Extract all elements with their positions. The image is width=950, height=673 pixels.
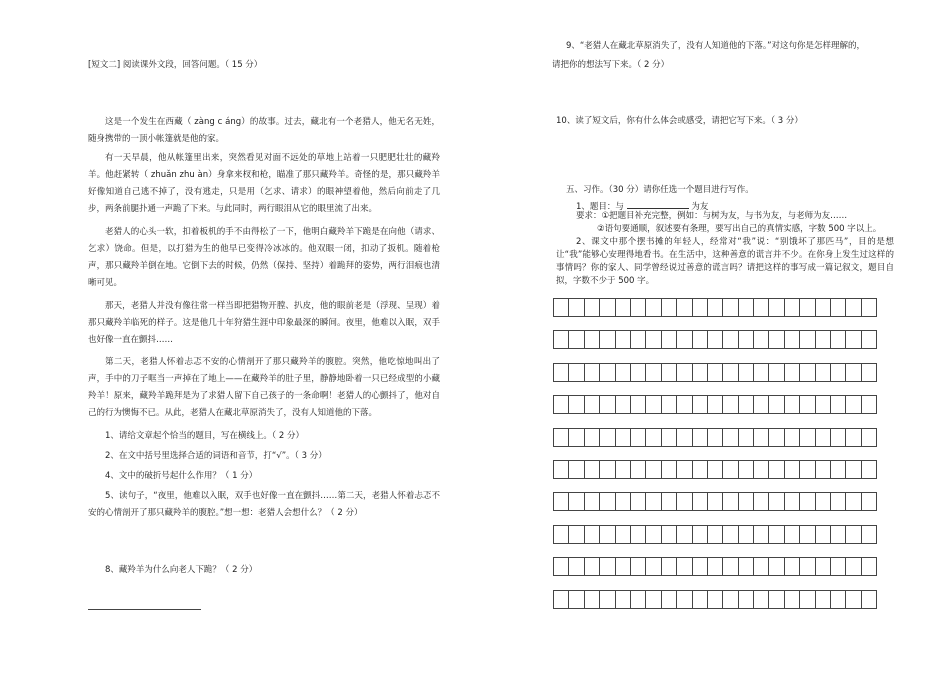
grid-cell[interactable]	[738, 492, 754, 511]
grid-cell[interactable]	[784, 428, 800, 447]
grid-cell[interactable]	[676, 492, 692, 511]
grid-cell[interactable]	[568, 590, 584, 609]
grid-cell[interactable]	[676, 363, 692, 382]
grid-cell[interactable]	[753, 557, 769, 576]
grid-cell[interactable]	[830, 460, 846, 479]
grid-cell[interactable]	[676, 557, 692, 576]
grid-cell[interactable]	[722, 525, 738, 544]
grid-cell[interactable]	[568, 298, 584, 317]
grid-cell[interactable]	[799, 590, 815, 609]
question-8: 8、藏羚羊为什么向老人下跪？（ 2 分）	[105, 565, 258, 575]
grid-cell[interactable]	[584, 298, 600, 317]
grid-cell[interactable]	[568, 428, 584, 447]
grid-cell[interactable]	[722, 492, 738, 511]
grid-cell[interactable]	[815, 590, 831, 609]
grid-cell[interactable]	[615, 460, 631, 479]
grid-cell[interactable]	[753, 525, 769, 544]
grid-cell[interactable]	[584, 363, 600, 382]
topic-1	[576, 199, 708, 212]
grid-cell[interactable]	[784, 298, 800, 317]
grid-cell[interactable]	[676, 590, 692, 609]
grid-cell[interactable]	[738, 590, 754, 609]
grid-cell[interactable]	[815, 557, 831, 576]
grid-cell[interactable]	[768, 460, 784, 479]
grid-cell[interactable]	[599, 330, 615, 349]
grid-cell[interactable]	[784, 590, 800, 609]
grid-cell[interactable]	[568, 460, 584, 479]
grid-cell[interactable]	[845, 428, 861, 447]
grid-cell[interactable]	[845, 460, 861, 479]
grid-cell[interactable]	[861, 330, 877, 349]
grid-cell[interactable]	[738, 557, 754, 576]
grid-cell[interactable]	[738, 525, 754, 544]
grid-cell[interactable]	[645, 492, 661, 511]
grid-cell[interactable]	[784, 492, 800, 511]
grid-cell[interactable]	[861, 590, 877, 609]
grid-cell[interactable]	[615, 590, 631, 609]
grid-cell[interactable]	[845, 363, 861, 382]
grid-cell[interactable]	[615, 557, 631, 576]
grid-cell[interactable]	[768, 298, 784, 317]
grid-cell[interactable]	[830, 330, 846, 349]
grid-row	[553, 460, 897, 479]
grid-cell[interactable]	[692, 590, 708, 609]
section-heading: [短文二] 阅读课外文段，回答问题。（ 15 分）	[88, 60, 263, 70]
grid-cell[interactable]	[815, 428, 831, 447]
grid-cell[interactable]	[661, 525, 677, 544]
grid-cell[interactable]	[768, 590, 784, 609]
grid-cell[interactable]	[768, 363, 784, 382]
grid-cell[interactable]	[553, 395, 569, 414]
grid-cell[interactable]	[784, 525, 800, 544]
grid-cell[interactable]	[722, 298, 738, 317]
grid-cell[interactable]	[661, 590, 677, 609]
grid-cell[interactable]	[707, 330, 723, 349]
grid-cell[interactable]	[845, 395, 861, 414]
grid-cell[interactable]	[707, 428, 723, 447]
grid-cell[interactable]	[830, 525, 846, 544]
grid-cell[interactable]	[768, 428, 784, 447]
grid-cell[interactable]	[599, 492, 615, 511]
grid-cell[interactable]	[861, 428, 877, 447]
grid-row	[553, 557, 897, 576]
grid-cell[interactable]	[661, 330, 677, 349]
grid-row	[553, 525, 897, 544]
grid-cell[interactable]	[553, 298, 569, 317]
grid-cell[interactable]	[738, 395, 754, 414]
grid-cell[interactable]	[599, 395, 615, 414]
grid-cell[interactable]	[568, 363, 584, 382]
grid-cell[interactable]	[630, 492, 646, 511]
grid-cell[interactable]	[553, 492, 569, 511]
topic-1-blank[interactable]	[627, 199, 689, 209]
grid-cell[interactable]	[692, 460, 708, 479]
grid-cell[interactable]	[799, 298, 815, 317]
grid-cell[interactable]	[630, 363, 646, 382]
grid-cell[interactable]	[861, 492, 877, 511]
grid-row	[553, 363, 897, 382]
grid-cell[interactable]	[861, 363, 877, 382]
passage-paragraph-5: 第二天，老猎人怀着忐忑不安的心情剖开了那只藏羚羊的腹腔。突然，他吃惊地叫出了声，手中的刀子哐当一声掉在了地上——在藏羚羊的肚子里，静静地卧着一只已经成型的小藏羚羊！原来，藏羚羊跪拜是为了求猎人留下自己孩子的一条命啊！老猎人的心颤抖了，他对自己的行为懊悔不已。从此，老猎人在藏北草原消失了，没有人知道他的下落。	[88, 357, 440, 418]
grid-cell[interactable]	[707, 460, 723, 479]
grid-cell[interactable]	[692, 330, 708, 349]
requirements-2: ②语句要通顺，叙述要有条理，要写出自己的真情实感，字数 500 字以上。	[597, 224, 882, 234]
grid-cell[interactable]	[722, 460, 738, 479]
grid-row	[553, 492, 897, 511]
grid-cell[interactable]	[722, 428, 738, 447]
grid-cell[interactable]	[830, 590, 846, 609]
grid-cell[interactable]	[753, 460, 769, 479]
grid-cell[interactable]	[661, 460, 677, 479]
requirements-1: 要求：①把题目补充完整，例如：与树为友，与书为友，与老师为友……	[576, 211, 848, 221]
grid-cell[interactable]	[845, 590, 861, 609]
grid-cell[interactable]	[630, 590, 646, 609]
grid-cell[interactable]	[553, 460, 569, 479]
grid-cell[interactable]	[553, 363, 569, 382]
grid-cell[interactable]	[599, 428, 615, 447]
grid-cell[interactable]	[861, 525, 877, 544]
grid-cell[interactable]	[630, 428, 646, 447]
grid-cell[interactable]	[661, 557, 677, 576]
grid-cell[interactable]	[753, 298, 769, 317]
grid-cell[interactable]	[645, 363, 661, 382]
grid-cell[interactable]	[584, 428, 600, 447]
grid-row	[553, 395, 897, 414]
grid-row	[553, 590, 897, 609]
grid-cell[interactable]	[738, 428, 754, 447]
grid-cell[interactable]	[584, 557, 600, 576]
grid-cell[interactable]	[738, 330, 754, 349]
grid-cell[interactable]	[553, 557, 569, 576]
grid-cell[interactable]	[784, 395, 800, 414]
topic-2: 2、课文中那个摆书摊的年轻人，经常对“我”说：“别饿坏了那匹马”，目的是想让“我”能够心安理得地看书。在生活中，这种善意的谎言并不少。在你身上发生过这样的事情吗？你的家人、同学曾经说过善意的谎言吗？请把这样的事写成一篇记叙文，题目自拟，字数不少于 500 字。	[556, 237, 894, 286]
grid-cell[interactable]	[707, 557, 723, 576]
grid-cell[interactable]	[692, 492, 708, 511]
topic-1-prefix: 1、题目：与	[576, 202, 624, 212]
grid-cell[interactable]	[707, 525, 723, 544]
grid-cell[interactable]	[753, 330, 769, 349]
grid-cell[interactable]	[722, 590, 738, 609]
grid-cell[interactable]	[645, 525, 661, 544]
grid-cell[interactable]	[645, 330, 661, 349]
grid-cell[interactable]	[707, 395, 723, 414]
grid-cell[interactable]	[861, 395, 877, 414]
grid-cell[interactable]	[845, 298, 861, 317]
grid-cell[interactable]	[845, 557, 861, 576]
grid-cell[interactable]	[707, 492, 723, 511]
grid-cell[interactable]	[830, 395, 846, 414]
grid-cell[interactable]	[707, 363, 723, 382]
grid-cell[interactable]	[692, 298, 708, 317]
topic-1-suffix: 为友	[691, 202, 709, 212]
grid-cell[interactable]	[830, 557, 846, 576]
grid-cell[interactable]	[615, 428, 631, 447]
grid-cell[interactable]	[830, 492, 846, 511]
grid-cell[interactable]	[584, 590, 600, 609]
grid-cell[interactable]	[861, 298, 877, 317]
grid-cell[interactable]	[661, 428, 677, 447]
grid-cell[interactable]	[722, 395, 738, 414]
grid-cell[interactable]	[661, 298, 677, 317]
question-2: 2、在文中括号里选择合适的词语和音节，打“√”。（ 3 分）	[105, 451, 327, 461]
grid-cell[interactable]	[584, 330, 600, 349]
grid-row	[553, 330, 897, 349]
grid-cell[interactable]	[676, 330, 692, 349]
grid-cell[interactable]	[692, 557, 708, 576]
grid-cell[interactable]	[615, 395, 631, 414]
grid-cell[interactable]	[799, 428, 815, 447]
passage-paragraph-2: 有一天早晨，他从帐篷里出来，突然看见对面不远处的草地上站着一只肥肥壮壮的藏羚羊。他赶紧转（ zhuǎn zhu àn）身拿来杈和枪，瞄准了那只藏羚羊。奇怪的是，那只藏羚羊好像知道自己逃不掉了，没有逃走，只是用（乞求、请求）的眼神望着他，然后向前走了几步，两条前腿扑通一声跪了下来。与此同时，两行眼泪从它的眼里流了出来。	[88, 153, 440, 214]
grid-cell[interactable]	[815, 395, 831, 414]
grid-cell[interactable]	[861, 460, 877, 479]
question-10: 10、读了短文后，你有什么体会或感受，请把它写下来。（ 3 分）	[556, 116, 803, 126]
grid-cell[interactable]	[568, 395, 584, 414]
grid-cell[interactable]	[830, 298, 846, 317]
question-4: 4、文中的破折号起什么作用？（ 1 分）	[105, 471, 258, 481]
grid-cell[interactable]	[768, 492, 784, 511]
question-5: 5、读句子，“夜里，他难以入眠，双手也好像一直在颤抖……第二天，老猎人怀着忐忑不安的心情剖开了那只藏羚羊的腹腔。”想一想：老猎人会想什么？（ 2 分）	[88, 491, 440, 518]
grid-cell[interactable]	[553, 525, 569, 544]
grid-cell[interactable]	[630, 395, 646, 414]
grid-cell[interactable]	[645, 590, 661, 609]
grid-cell[interactable]	[692, 428, 708, 447]
grid-cell[interactable]	[830, 363, 846, 382]
grid-cell[interactable]	[599, 557, 615, 576]
grid-cell[interactable]	[707, 590, 723, 609]
grid-cell[interactable]	[753, 428, 769, 447]
question-9-line-1: 9、“老猎人在藏北草原消失了，没有人知道他的下落。”对这句你是怎样理解的，	[566, 41, 865, 51]
grid-cell[interactable]	[815, 330, 831, 349]
grid-cell[interactable]	[553, 428, 569, 447]
grid-cell[interactable]	[722, 557, 738, 576]
grid-cell[interactable]	[615, 298, 631, 317]
grid-row	[553, 428, 897, 447]
grid-cell[interactable]	[845, 330, 861, 349]
grid-cell[interactable]	[799, 525, 815, 544]
grid-cell[interactable]	[599, 460, 615, 479]
grid-cell[interactable]	[738, 460, 754, 479]
grid-cell[interactable]	[676, 525, 692, 544]
grid-cell[interactable]	[830, 428, 846, 447]
grid-cell[interactable]	[815, 363, 831, 382]
grid-cell[interactable]	[568, 525, 584, 544]
grid-cell[interactable]	[799, 363, 815, 382]
grid-cell[interactable]	[645, 298, 661, 317]
grid-cell[interactable]	[661, 395, 677, 414]
grid-cell[interactable]	[630, 330, 646, 349]
grid-cell[interactable]	[568, 557, 584, 576]
grid-cell[interactable]	[584, 395, 600, 414]
grid-cell[interactable]	[768, 395, 784, 414]
grid-cell[interactable]	[630, 525, 646, 544]
grid-cell[interactable]	[692, 363, 708, 382]
grid-cell[interactable]	[568, 492, 584, 511]
grid-cell[interactable]	[784, 557, 800, 576]
grid-cell[interactable]	[584, 525, 600, 544]
grid-cell[interactable]	[661, 492, 677, 511]
grid-cell[interactable]	[768, 330, 784, 349]
grid-cell[interactable]	[645, 557, 661, 576]
grid-cell[interactable]	[615, 492, 631, 511]
essay-heading: 五、习作。（30 分）请你任选一个题目进行写作。	[566, 185, 754, 195]
grid-cell[interactable]	[845, 525, 861, 544]
grid-cell[interactable]	[784, 363, 800, 382]
grid-cell[interactable]	[799, 557, 815, 576]
grid-cell[interactable]	[722, 330, 738, 349]
grid-cell[interactable]	[615, 525, 631, 544]
grid-cell[interactable]	[784, 330, 800, 349]
grid-cell[interactable]	[753, 395, 769, 414]
grid-cell[interactable]	[645, 395, 661, 414]
grid-cell[interactable]	[615, 363, 631, 382]
grid-cell[interactable]	[815, 525, 831, 544]
grid-cell[interactable]	[768, 525, 784, 544]
grid-cell[interactable]	[799, 492, 815, 511]
grid-cell[interactable]	[676, 460, 692, 479]
grid-cell[interactable]	[753, 590, 769, 609]
grid-cell[interactable]	[661, 363, 677, 382]
grid-cell[interactable]	[599, 525, 615, 544]
grid-cell[interactable]	[645, 428, 661, 447]
grid-cell[interactable]	[753, 363, 769, 382]
grid-cell[interactable]	[799, 460, 815, 479]
grid-cell[interactable]	[738, 298, 754, 317]
grid-cell[interactable]	[615, 330, 631, 349]
writing-grid[interactable]	[553, 298, 897, 622]
grid-cell[interactable]	[753, 492, 769, 511]
grid-cell[interactable]	[584, 460, 600, 479]
grid-cell[interactable]	[676, 298, 692, 317]
grid-cell[interactable]	[799, 330, 815, 349]
grid-cell[interactable]	[645, 460, 661, 479]
grid-cell[interactable]	[676, 395, 692, 414]
grid-cell[interactable]	[584, 492, 600, 511]
grid-cell[interactable]	[692, 525, 708, 544]
grid-row	[553, 298, 897, 317]
grid-cell[interactable]	[738, 363, 754, 382]
passage-paragraph-1: 这是一个发生在西藏（ zàng c áng）的故事。过去，藏北有一个老猎人，他无名无姓，随身携带的一顶小帐篷就是他的家。	[88, 117, 440, 144]
grid-cell[interactable]	[692, 395, 708, 414]
passage-paragraph-4: 那天，老猎人并没有像往常一样当即把猎物开膛、扒皮，他的眼前老是（浮现、呈现）着那只藏羚羊临死的样子。这是他几十年狩猎生涯中印象最深的瞬间。夜里，他难以入眠，双手也好像一直在颤抖……	[88, 301, 440, 345]
grid-cell[interactable]	[553, 330, 569, 349]
grid-cell[interactable]	[568, 330, 584, 349]
grid-cell[interactable]	[815, 492, 831, 511]
grid-cell[interactable]	[676, 428, 692, 447]
grid-cell[interactable]	[799, 395, 815, 414]
grid-cell[interactable]	[630, 557, 646, 576]
grid-cell[interactable]	[845, 492, 861, 511]
passage-paragraph-3: 老猎人的心头一软，扣着板机的手不由得松了一下，他明白藏羚羊下跪是在向他（请求、乞求）饶命。但是，以打猎为生的他早已变得冷冰冰的。他双眼一闭，扣动了扳机。随着枪声，那只藏羚羊倒在地。它倒下去的时候，仍然（保持、坚持）着跪拜的姿势，两行泪痕也清晰可见。	[88, 227, 440, 288]
grid-cell[interactable]	[722, 363, 738, 382]
grid-cell[interactable]	[768, 557, 784, 576]
grid-cell[interactable]	[553, 590, 569, 609]
question-1: 1、请给文章起个恰当的题目，写在横线上。（ 2 分）	[105, 431, 304, 441]
grid-cell[interactable]	[815, 298, 831, 317]
grid-cell[interactable]	[599, 590, 615, 609]
footer-rule	[88, 609, 201, 610]
grid-cell[interactable]	[599, 363, 615, 382]
grid-cell[interactable]	[599, 298, 615, 317]
question-9-line-2: 请把你的想法写下来。（ 2 分）	[552, 60, 670, 70]
grid-cell[interactable]	[815, 460, 831, 479]
grid-cell[interactable]	[707, 298, 723, 317]
grid-cell[interactable]	[784, 460, 800, 479]
grid-cell[interactable]	[861, 557, 877, 576]
grid-cell[interactable]	[630, 298, 646, 317]
grid-cell[interactable]	[630, 460, 646, 479]
